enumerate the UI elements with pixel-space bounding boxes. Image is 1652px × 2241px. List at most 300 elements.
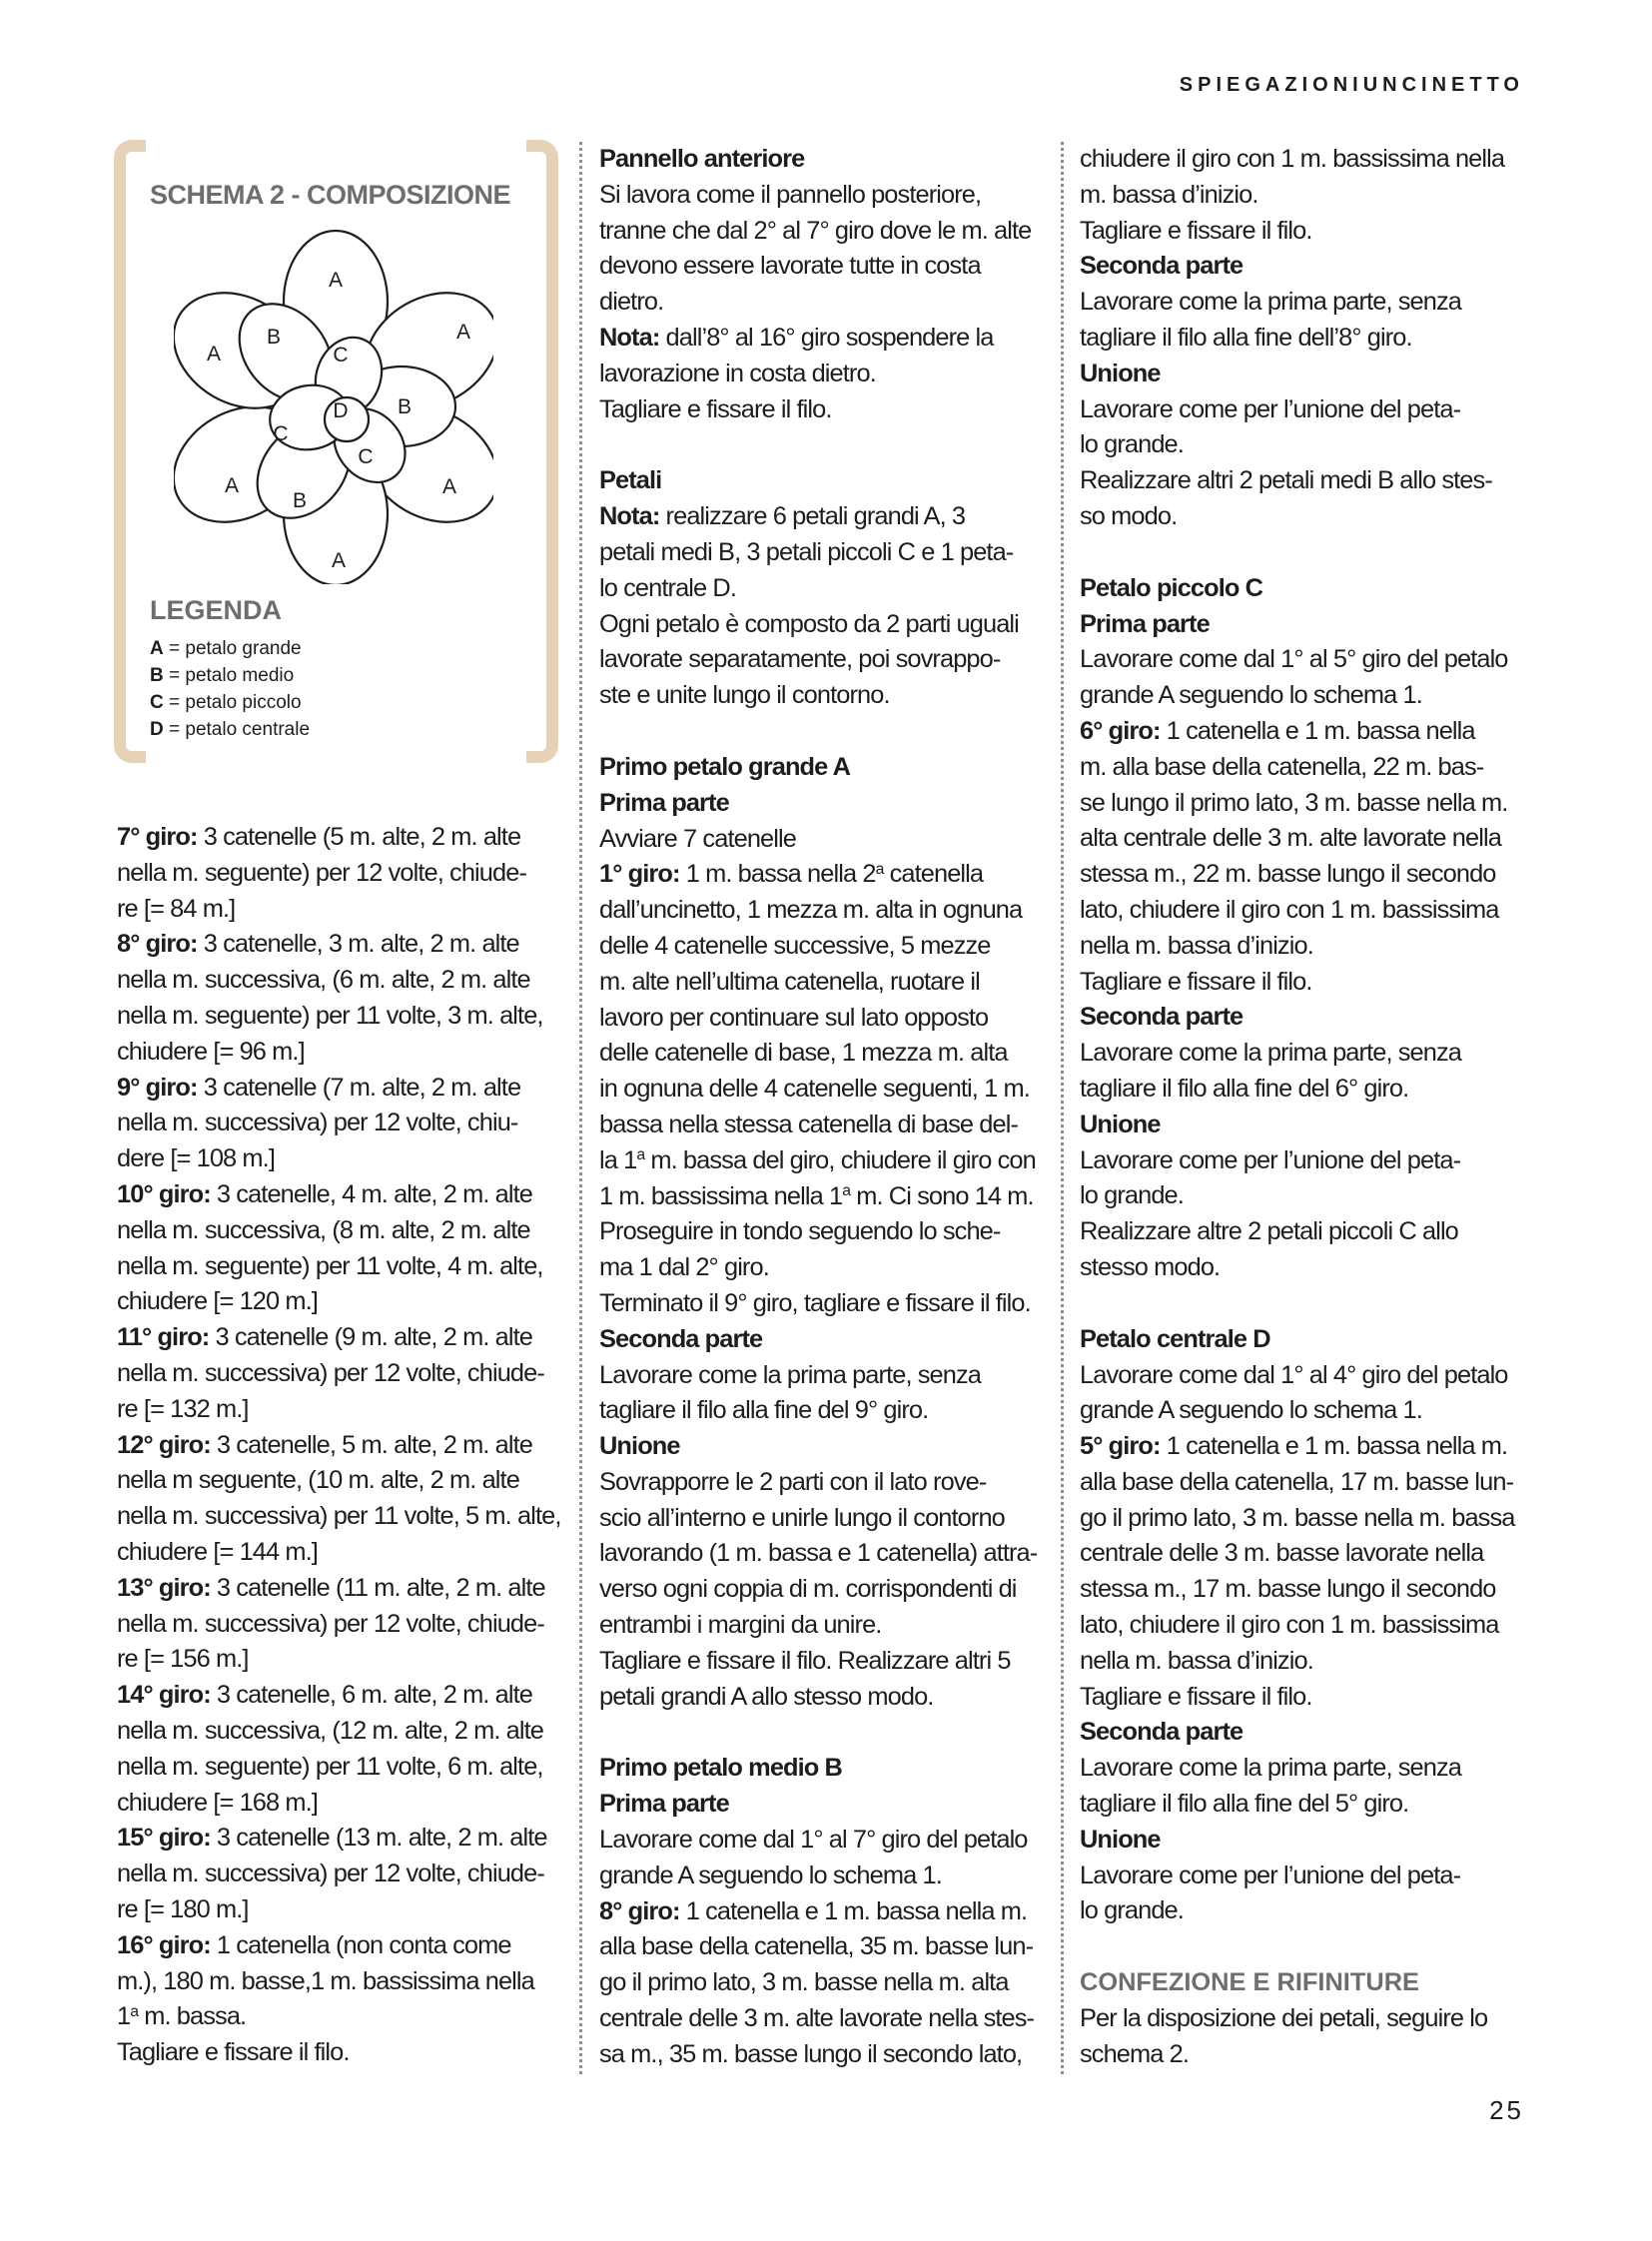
text-run: Tagliare e fissare il filo.	[1080, 1682, 1312, 1711]
text-line	[599, 285, 1049, 321]
text-run: tagliare il filo alla fine dell’8° giro.	[1080, 323, 1412, 352]
text-run: Ogni petalo è composto da 2 parti uguali	[599, 609, 1019, 638]
text-run: Tagliare e fissare il filo.	[117, 2038, 350, 2067]
label-a-bottom: A	[331, 549, 347, 572]
round-label: 10° giro:	[117, 1179, 211, 1208]
text-run: lavorazione in costa dietro.	[599, 359, 876, 387]
text-line	[1080, 1465, 1534, 1501]
subheading: Unione	[599, 1432, 680, 1461]
text-run: schema 2.	[1080, 2039, 1190, 2068]
text-run: Tagliare e fissare il filo. Realizzare altri 5	[599, 1646, 1011, 1675]
label-a-top: A	[328, 269, 344, 292]
text-run: Proseguire in tondo seguendo lo sche-	[599, 1217, 1001, 1246]
text-run: lo grande.	[1080, 430, 1184, 459]
subheading: Prima parte	[1080, 609, 1210, 638]
subheading: Pannello anteriore	[599, 145, 805, 173]
round-label: 1° giro:	[599, 860, 680, 889]
text-run: m. bassa d’inizio.	[1080, 180, 1258, 209]
round-label: 6° giro:	[1080, 716, 1161, 745]
round-label: 7° giro:	[117, 823, 198, 851]
text-line	[117, 1284, 571, 1320]
text-run: alla base della catenella, 35 m. basse lun-	[599, 1932, 1034, 1961]
text-run: chiudere il giro con 1 m. bassissima nella	[1080, 145, 1505, 173]
text-line	[117, 1607, 571, 1643]
subheading: Prima parte	[599, 788, 729, 817]
text-line	[1080, 750, 1534, 786]
section-header: SPIEGAZIONIUNCINETTO	[1179, 74, 1524, 96]
paragraph-gap	[599, 427, 1049, 463]
text-line	[1080, 392, 1534, 428]
text-run: Lavorare come dal 1° al 7° giro del petalo	[599, 1826, 1028, 1855]
text-line	[117, 1964, 571, 2000]
text-line	[117, 1106, 571, 1141]
text-run: dietro.	[599, 288, 664, 317]
text-run: Tagliare e fissare il filo.	[599, 394, 832, 423]
text-run: m. alte nell’ultima catenella, ruotare il	[599, 967, 980, 996]
text-run: nella m. seguente) per 11 volte, 4 m. alte,	[117, 1251, 543, 1280]
text-run: Per la disposizione dei petali, seguire lo	[1080, 2004, 1488, 2033]
text-run: 1 catenella e 1 m. bassa nella	[1160, 716, 1475, 745]
text-line	[599, 1680, 1049, 1716]
text-run: chiudere [= 120 m.]	[117, 1287, 318, 1316]
text-line	[599, 1823, 1049, 1859]
text-line	[117, 1249, 571, 1285]
text-run: delle catenelle di base, 1 mezza m. alta	[599, 1039, 1008, 1068]
text-line	[1080, 427, 1534, 463]
text-run: chiudere [= 144 m.]	[117, 1537, 318, 1566]
label-a-top-left: A	[206, 343, 222, 366]
subheading: Seconda parte	[599, 1324, 763, 1353]
round-label: 11° giro:	[117, 1323, 210, 1352]
text-run: m. bassa del giro, chiudere il giro con	[644, 1145, 1036, 1174]
subheading: Primo petalo grande A	[599, 752, 851, 781]
text-line	[117, 1499, 571, 1535]
text-line	[1080, 1143, 1534, 1179]
text-line	[599, 571, 1049, 607]
label-c-top: C	[333, 344, 349, 367]
text-run: Lavorare come dal 1° al 4° giro del petalo	[1080, 1360, 1508, 1389]
text-run: lato, chiudere il giro con 1 m. bassissima	[1080, 895, 1499, 924]
text-line	[599, 1536, 1049, 1572]
text-line	[599, 857, 1049, 893]
subheading: Petalo centrale D	[1080, 1324, 1270, 1353]
text-line	[1080, 463, 1534, 499]
text-run: 3 catenelle (9 m. alte, 2 m. alte	[209, 1323, 532, 1352]
text-run: Realizzare altri 2 petali medi B allo stes-	[1080, 466, 1492, 495]
text-line	[599, 249, 1049, 285]
legend-item: C = petalo piccolo	[150, 692, 302, 713]
text-line	[1080, 786, 1534, 822]
text-line	[117, 856, 571, 892]
text-run: nella m seguente, (10 m. alte, 2 m. alte	[117, 1466, 519, 1495]
text-run: alla base della catenella, 17 m. basse lun-	[1080, 1467, 1514, 1496]
paragraph-gap	[599, 1715, 1049, 1751]
text-line	[1080, 1429, 1534, 1465]
text-line	[599, 1286, 1049, 1322]
label-a-top-right: A	[455, 321, 471, 344]
text-line	[599, 535, 1049, 571]
text-line	[599, 1894, 1049, 1930]
ordinal-superscript: a	[875, 860, 884, 878]
text-run: chiudere [= 168 m.]	[117, 1788, 318, 1817]
text-line	[1080, 1644, 1534, 1680]
text-run: 3 catenelle, 3 m. alte, 2 m. alte	[197, 930, 519, 959]
text-run: Tagliare e fissare il filo.	[1080, 216, 1312, 245]
text-line	[599, 2001, 1049, 2037]
text-line	[117, 1463, 571, 1499]
text-line	[1080, 1501, 1534, 1537]
text-run: 1 m. bassissima nella 1	[599, 1181, 843, 1210]
text-line	[117, 1857, 571, 1892]
text-line	[599, 1572, 1049, 1608]
text-run: m. bassa.	[138, 2002, 247, 2031]
text-run: nella m. seguente) per 11 volte, 3 m. alte,	[117, 1001, 543, 1030]
text-run: petali grandi A allo stesso modo.	[599, 1682, 934, 1711]
text-run: 3 catenelle, 5 m. alte, 2 m. alte	[210, 1430, 532, 1459]
text-run: ma 1 dal 2° giro.	[599, 1253, 769, 1282]
text-run: centrale delle 3 m. basse lavorate nella	[1080, 1539, 1484, 1568]
text-run: delle 4 catenelle successive, 5 mezze	[599, 931, 991, 960]
text-run: re [= 180 m.]	[117, 1894, 249, 1923]
text-line	[1080, 857, 1534, 893]
text-line	[117, 1177, 571, 1213]
text-run: Lavorare come dal 1° al 5° giro del petalo	[1080, 645, 1508, 674]
text-line	[1080, 1393, 1534, 1429]
text-line	[117, 1392, 571, 1428]
paragraph-gap	[1080, 535, 1534, 571]
subheading: Unione	[1080, 1110, 1161, 1138]
text-run: stessa m., 22 m. basse lungo il secondo	[1080, 860, 1496, 889]
column-separator	[1061, 142, 1064, 2074]
text-run: 1 m. bassa nella 2	[679, 860, 876, 889]
text-line	[117, 1571, 571, 1607]
text-line	[599, 1644, 1049, 1680]
text-line	[117, 820, 571, 856]
text-run: dere [= 108 m.]	[117, 1144, 275, 1173]
text-line	[599, 357, 1049, 392]
text-line	[599, 2037, 1049, 2073]
text-run: sa m., 35 m. basse lungo il secondo lato,	[599, 2039, 1023, 2068]
text-line	[1080, 1680, 1534, 1716]
text-line	[599, 822, 1049, 858]
text-line	[599, 642, 1049, 678]
text-run: nella m. bassa d’inizio.	[1080, 1646, 1313, 1675]
text-line	[117, 1141, 571, 1177]
text-line	[1080, 1214, 1534, 1250]
schema-title: SCHEMA 2 - COMPOSIZIONE	[150, 180, 511, 210]
text-run: Lavorare come la prima parte, senza	[599, 1360, 982, 1389]
text-line	[599, 607, 1049, 643]
text-run: Lavorare come la prima parte, senza	[1080, 288, 1462, 317]
text-column-3	[1080, 142, 1534, 2073]
text-line	[117, 1642, 571, 1678]
label-b-top-left: B	[266, 326, 282, 349]
text-line	[1080, 1859, 1534, 1894]
text-line	[599, 1358, 1049, 1394]
text-line	[1080, 1751, 1534, 1787]
text-line	[1080, 714, 1534, 750]
text-line	[117, 2035, 571, 2071]
subheading: Prima parte	[599, 1790, 729, 1819]
round-label: Nota:	[599, 323, 660, 352]
text-run: nella m. bassa d’inizio.	[1080, 931, 1313, 960]
text-run: ste e unite lungo il contorno.	[599, 681, 890, 710]
page-number: 25	[1489, 2095, 1524, 2125]
text-run: re [= 84 m.]	[117, 894, 236, 923]
subheading: Primo petalo medio B	[599, 1754, 842, 1783]
text-line	[117, 1213, 571, 1249]
subheading: Seconda parte	[1080, 252, 1243, 281]
text-run: Si lavora come il pannello posteriore,	[599, 180, 982, 209]
text-run: 3 catenelle (5 m. alte, 2 m. alte	[197, 823, 521, 851]
text-run: grande A seguendo lo schema 1.	[1080, 1396, 1422, 1425]
text-line	[599, 1036, 1049, 1072]
round-label: 12° giro:	[117, 1430, 211, 1459]
text-line	[1080, 821, 1534, 857]
text-run: lo grande.	[1080, 1896, 1184, 1925]
round-label: 13° giro:	[117, 1573, 211, 1602]
text-run: 3 catenelle (13 m. alte, 2 m. alte	[210, 1824, 547, 1853]
round-label: 8° giro:	[117, 930, 198, 959]
text-line	[599, 1465, 1049, 1501]
round-label: 8° giro:	[599, 1896, 680, 1925]
text-line	[117, 1714, 571, 1750]
text-run: re [= 132 m.]	[117, 1394, 249, 1423]
round-label: 15° giro:	[117, 1824, 211, 1853]
text-line	[1080, 214, 1534, 250]
legend-item: B = petalo medio	[150, 665, 295, 686]
text-line	[117, 1786, 571, 1822]
subheading: Unione	[1080, 1825, 1161, 1854]
text-run: lato, chiudere il giro con 1 m. bassissima	[1080, 1611, 1499, 1640]
text-run: tagliare il filo alla fine del 9° giro.	[599, 1396, 929, 1425]
legend-list	[150, 635, 310, 743]
text-line	[1080, 965, 1534, 1001]
text-run: lo grande.	[1080, 1181, 1184, 1210]
text-line	[599, 1250, 1049, 1286]
text-run: nella m. seguente) per 12 volte, chiude-	[117, 858, 527, 887]
text-line	[117, 963, 571, 999]
text-run: centrale delle 3 m. alte lavorate nella stes-	[599, 2004, 1035, 2033]
label-c-left: C	[273, 422, 289, 445]
text-run: tagliare il filo alla fine del 6° giro.	[1080, 1074, 1409, 1103]
round-label: 14° giro:	[117, 1681, 211, 1710]
text-line	[1080, 1358, 1534, 1394]
text-line	[1080, 321, 1534, 357]
text-line	[599, 965, 1049, 1001]
text-column-1	[117, 820, 571, 2071]
text-line	[1080, 1072, 1534, 1108]
text-line	[117, 1356, 571, 1392]
text-run: entrambi i margini da unire.	[599, 1611, 882, 1640]
round-label: 16° giro:	[117, 1930, 211, 1959]
text-run: tranne che dal 2° al 7° giro dove le m. alte	[599, 216, 1032, 245]
text-run: nella m. successiva) per 12 volte, chiude-	[117, 1860, 544, 1888]
round-label: 9° giro:	[117, 1073, 198, 1102]
text-run: 1 catenella (non conta come	[210, 1930, 511, 1959]
text-run: 3 catenelle, 4 m. alte, 2 m. alte	[210, 1179, 532, 1208]
text-run: nella m. successiva) per 12 volte, chiu-	[117, 1109, 518, 1137]
text-line	[1080, 1787, 1534, 1823]
text-line	[117, 1071, 571, 1107]
text-run: petali medi B, 3 petali piccoli C e 1 peta-	[599, 537, 1014, 566]
paragraph-gap	[1080, 1286, 1534, 1322]
text-run: stessa m., 17 m. basse lungo il secondo	[1080, 1575, 1496, 1604]
text-run: catenella	[883, 860, 984, 889]
text-line	[117, 1892, 571, 1928]
text-line	[117, 1320, 571, 1356]
text-run: nella m. successiva, (8 m. alte, 2 m. alte	[117, 1215, 530, 1244]
bracket-left	[114, 140, 146, 763]
subheading: Seconda parte	[1080, 1718, 1243, 1747]
text-line	[117, 1999, 571, 2035]
text-run: 1	[117, 2002, 131, 2031]
ordinal-superscript: a	[130, 2002, 139, 2020]
text-run: nella m. successiva) per 12 volte, chiude-	[117, 1609, 544, 1638]
text-line	[117, 999, 571, 1035]
legend-title: LEGENDA	[150, 595, 283, 625]
text-run: Lavorare come la prima parte, senza	[1080, 1754, 1462, 1783]
text-line	[117, 892, 571, 928]
text-line	[599, 1859, 1049, 1894]
text-line	[599, 1929, 1049, 1965]
text-run: nella m. successiva, (12 m. alte, 2 m. alte	[117, 1716, 543, 1745]
text-run: alta centrale delle 3 m. alte lavorate nella	[1080, 824, 1501, 853]
text-line	[599, 1179, 1049, 1215]
text-run: m.), 180 m. basse,1 m. bassissima nella	[117, 1966, 534, 1995]
text-run: grande A seguendo lo schema 1.	[599, 1861, 942, 1889]
text-run: nella m. successiva, (6 m. alte, 2 m. alte	[117, 966, 530, 995]
text-line	[117, 1428, 571, 1464]
text-line	[599, 178, 1049, 214]
paragraph-gap	[599, 714, 1049, 750]
text-line	[1080, 2037, 1534, 2073]
text-line	[599, 678, 1049, 714]
text-run: lavoro per continuare sul lato opposto	[599, 1003, 989, 1032]
text-run: devono essere lavorate tutte in costa	[599, 252, 981, 281]
subheading: Seconda parte	[1080, 1003, 1243, 1032]
text-run: re [= 156 m.]	[117, 1645, 249, 1674]
text-run: se lungo il primo lato, 3 m. basse nella m.	[1080, 788, 1508, 817]
text-line	[599, 893, 1049, 929]
text-run: Lavorare come per l’unione del peta-	[1080, 394, 1461, 423]
text-run: Lavorare come la prima parte, senza	[1080, 1039, 1462, 1068]
text-run: Lavorare come per l’unione del peta-	[1080, 1861, 1461, 1889]
text-line	[1080, 1250, 1534, 1286]
ordinal-superscript: a	[842, 1181, 851, 1199]
bracket-right	[526, 140, 558, 763]
text-line	[599, 1072, 1049, 1108]
text-line	[1080, 142, 1534, 178]
label-c-right: C	[358, 445, 374, 468]
text-run: dall’uncinetto, 1 mezza m. alta in ognuna	[599, 896, 1023, 925]
text-line	[1080, 1893, 1534, 1929]
text-line	[1080, 499, 1534, 535]
text-run: grande A seguendo lo schema 1.	[1080, 681, 1422, 710]
round-label: Nota:	[599, 502, 660, 531]
text-run: so modo.	[1080, 501, 1178, 530]
text-run: go il primo lato, 3 m. basse nella m. bassa	[1080, 1503, 1515, 1532]
text-line	[599, 1143, 1049, 1179]
text-line	[117, 927, 571, 963]
text-run: stesso modo.	[1080, 1252, 1221, 1281]
text-line	[599, 1965, 1049, 2001]
text-run: Avviare 7 catenelle	[599, 824, 796, 853]
text-run: lavorate separatamente, poi sovrappo-	[599, 645, 1001, 674]
text-run: nella m. successiva) per 12 volte, chiude-	[117, 1358, 544, 1387]
text-run: nella m. successiva) per 11 volte, 5 m. alte,	[117, 1502, 561, 1531]
text-line	[1080, 678, 1534, 714]
text-run: 3 catenelle (11 m. alte, 2 m. alte	[210, 1573, 545, 1602]
text-line	[1080, 1036, 1534, 1072]
schema-box	[114, 140, 558, 779]
text-line	[117, 1678, 571, 1714]
text-run: Realizzare altre 2 petali piccoli C allo	[1080, 1217, 1458, 1246]
text-run: 3 catenelle, 6 m. alte, 2 m. alte	[210, 1681, 532, 1710]
text-run: Lavorare come per l’unione del peta-	[1080, 1145, 1461, 1174]
text-run: scio all’interno e unirle lungo il contorno	[599, 1503, 1005, 1532]
text-line	[599, 392, 1049, 428]
section-title: CONFEZIONE E RIFINITURE	[1080, 1968, 1419, 1997]
text-run: lo centrale D.	[599, 573, 736, 602]
text-line	[599, 321, 1049, 357]
text-line	[117, 1821, 571, 1857]
text-line	[117, 1535, 571, 1571]
label-a-bottom-right: A	[441, 475, 457, 498]
label-d-center: D	[333, 399, 349, 422]
text-line	[117, 1928, 571, 1964]
text-run: go il primo lato, 3 m. basse nella m. alta	[599, 1968, 1009, 1997]
text-line	[599, 1108, 1049, 1143]
legend-item: A = petalo grande	[150, 638, 302, 659]
text-run: dall’8° al 16° giro sospendere la	[659, 323, 994, 352]
text-run: in ognuna delle 4 catenelle seguenti, 1 m.	[599, 1075, 1030, 1104]
text-run: tagliare il filo alla fine del 5° giro.	[1080, 1790, 1409, 1819]
text-run: realizzare 6 petali grandi A, 3	[659, 502, 966, 531]
text-line	[1080, 178, 1534, 214]
text-line	[599, 214, 1049, 250]
subheading: Unione	[1080, 359, 1161, 387]
text-run: nella m. seguente) per 11 volte, 6 m. alte,	[117, 1752, 543, 1781]
text-run: 3 catenelle (7 m. alte, 2 m. alte	[197, 1073, 521, 1102]
text-line	[117, 1750, 571, 1786]
legend-item: D = petalo centrale	[150, 719, 311, 740]
text-line	[1080, 893, 1534, 929]
subheading: Petali	[599, 466, 662, 495]
text-run: Sovrapporre le 2 parti con il lato rove-	[599, 1467, 987, 1496]
flower-diagram	[174, 225, 493, 584]
text-line	[599, 1001, 1049, 1037]
text-run: m. alla base della catenella, 22 m. bas-	[1080, 752, 1484, 781]
round-label: 5° giro:	[1080, 1432, 1161, 1461]
text-run: 1 catenella e 1 m. bassa nella m.	[1160, 1432, 1508, 1461]
text-run: bassa nella stessa catenella di base del-	[599, 1110, 1019, 1138]
label-a-bottom-left: A	[224, 474, 240, 497]
text-line	[1080, 929, 1534, 965]
subheading: Petalo piccolo C	[1080, 573, 1263, 602]
text-line	[599, 1214, 1049, 1250]
label-b-right: B	[397, 395, 413, 418]
text-line	[599, 499, 1049, 535]
text-line	[1080, 285, 1534, 321]
text-line	[599, 1501, 1049, 1537]
text-line	[1080, 1536, 1534, 1572]
text-run: m. Ci sono 14 m.	[850, 1181, 1034, 1210]
text-line	[1080, 2001, 1534, 2037]
ordinal-superscript: a	[636, 1146, 645, 1164]
text-run: verso ogni coppia di m. corrispondenti di	[599, 1575, 1017, 1604]
column-separator	[579, 142, 582, 2074]
